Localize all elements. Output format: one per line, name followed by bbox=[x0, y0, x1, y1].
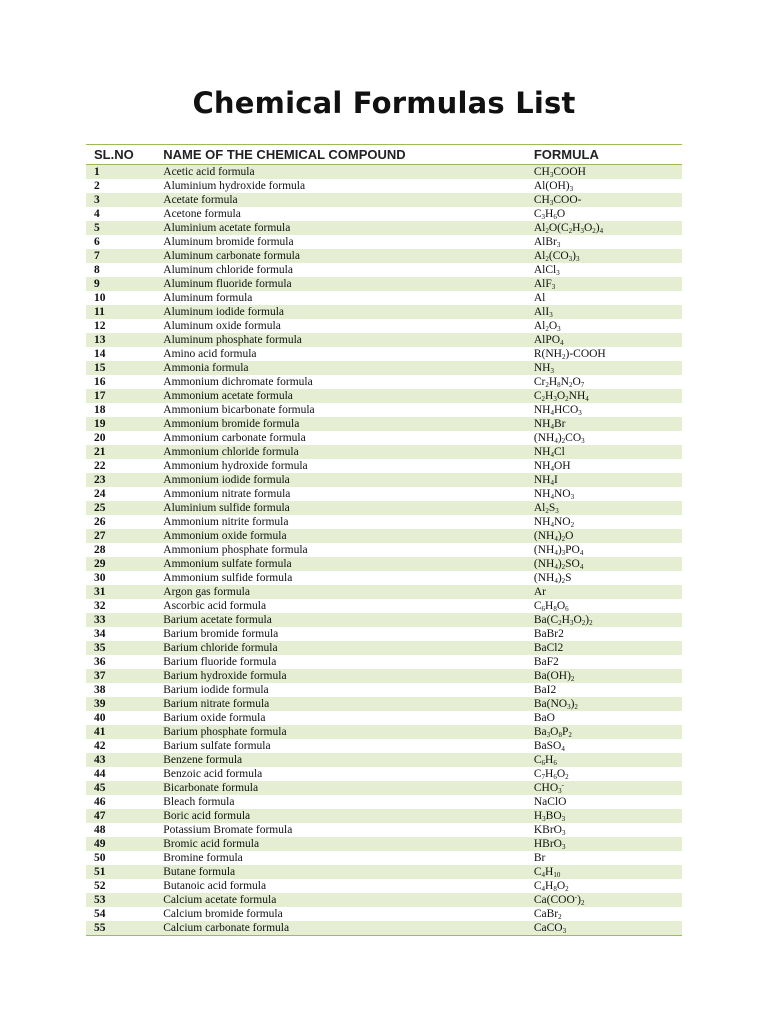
compound-formula: AlF$_3$ bbox=[534, 277, 682, 291]
row-number: 28 bbox=[94, 543, 106, 556]
compound-formula: AlBr$_3$ bbox=[533, 235, 561, 249]
table-body bbox=[86, 165, 682, 936]
compound-formula: $C_6H_8O_6$ bbox=[533, 599, 569, 613]
table-row bbox=[86, 263, 682, 277]
header-sl-no: SL.NO bbox=[86, 145, 163, 165]
compound-formula: $Ba(NO_3)_2$ bbox=[534, 697, 682, 711]
compound-formula: $NH_4Br$ bbox=[534, 417, 682, 431]
compound-formula: $NH_3$ bbox=[534, 361, 682, 375]
compound-formula: BaF2 bbox=[533, 655, 559, 668]
compound-name: Barium hydroxide formula bbox=[163, 669, 534, 683]
compound-name: Bromic acid formula bbox=[163, 837, 534, 851]
compound-name: Calcium bromide formula bbox=[163, 907, 283, 920]
table-row bbox=[86, 865, 682, 879]
compound-name: Boric acid formula bbox=[163, 809, 534, 823]
compound-formula: $Al(OH)_3$ bbox=[533, 179, 574, 193]
compound-formula: $(NH_4)_2S$ bbox=[533, 571, 572, 585]
row-number: 40 bbox=[94, 711, 106, 724]
compound-name: Ammonium sulfate formula bbox=[163, 557, 534, 571]
table-row bbox=[86, 165, 682, 180]
header-formula: FORMULA bbox=[534, 145, 682, 165]
row-number: 10 bbox=[94, 291, 106, 304]
table-row bbox=[86, 655, 682, 669]
table-row bbox=[86, 767, 682, 781]
row-number: 46 bbox=[94, 795, 106, 808]
compound-name: Barium chloride formula bbox=[163, 641, 534, 655]
row-number: 44 bbox=[94, 767, 106, 780]
table-row bbox=[86, 179, 682, 193]
compound-name: Barium acetate formula bbox=[163, 613, 534, 627]
row-number: 30 bbox=[94, 571, 106, 584]
compound-formula: Ar bbox=[534, 585, 682, 599]
row-number: 45 bbox=[86, 781, 163, 795]
row-number: 2 bbox=[94, 179, 100, 192]
compound-name: Aluminum chloride formula bbox=[163, 263, 293, 276]
table-row bbox=[86, 711, 682, 725]
row-number: 50 bbox=[94, 851, 106, 864]
compound-formula: $Cr_2H_8N_2O_7$ bbox=[533, 375, 585, 389]
compound-formula: CaCO$_3$ bbox=[534, 921, 682, 936]
row-number: 35 bbox=[86, 641, 163, 655]
compound-name: Butanoic acid formula bbox=[163, 879, 267, 892]
table-row bbox=[86, 599, 682, 613]
row-number: 34 bbox=[94, 627, 106, 640]
compound-name: Potassium Bromate formula bbox=[163, 823, 293, 836]
compound-name: Benzene formula bbox=[163, 753, 534, 767]
row-number: 21 bbox=[86, 445, 163, 459]
compound-name: Ammonium sulfide formula bbox=[163, 571, 293, 584]
table-row bbox=[86, 557, 682, 571]
compound-name: Ammonium phosphate formula bbox=[163, 543, 308, 556]
compound-name: Aluminum iodide formula bbox=[163, 305, 534, 319]
row-number: 17 bbox=[86, 389, 163, 403]
compound-name: Ammonium acetate formula bbox=[163, 389, 534, 403]
compound-formula: AlCl$_3$ bbox=[533, 263, 560, 277]
compound-name: Ammonium carbonate formula bbox=[163, 431, 306, 444]
table-row bbox=[86, 235, 682, 249]
row-number: 18 bbox=[94, 403, 106, 416]
compound-name: Aluminium acetate formula bbox=[163, 221, 534, 235]
table-row bbox=[86, 305, 682, 319]
row-number: 14 bbox=[94, 347, 106, 360]
compound-formula: $Ca(COO^-)_2$ bbox=[534, 893, 682, 907]
compound-formula: Al bbox=[533, 291, 546, 304]
compound-formula: $C_2H_3O_2NH_4$ bbox=[534, 389, 682, 403]
table-row bbox=[86, 627, 682, 641]
compound-name: Aluminium hydroxide formula bbox=[163, 179, 306, 192]
compound-formula: CaBr$_2$ bbox=[533, 907, 562, 921]
compound-formula: $C_3H_6O$ bbox=[533, 207, 566, 221]
compound-formula: $NH_4OH$ bbox=[533, 459, 571, 473]
compound-formula: $CHO_3^-$ bbox=[534, 781, 682, 795]
table-row bbox=[86, 375, 682, 389]
table-row bbox=[86, 389, 682, 403]
compound-formula: $Ba(C_2H_3O_2)_2$ bbox=[534, 613, 682, 627]
row-number: 43 bbox=[86, 753, 163, 767]
table-row bbox=[86, 921, 682, 936]
row-number: 39 bbox=[86, 697, 163, 711]
row-number: 13 bbox=[86, 333, 163, 347]
row-number: 5 bbox=[86, 221, 163, 235]
row-number: 6 bbox=[94, 235, 100, 248]
row-number: 26 bbox=[94, 515, 106, 528]
compound-name: Barium nitrate formula bbox=[163, 697, 534, 711]
row-number: 3 bbox=[86, 193, 163, 207]
row-number: 8 bbox=[94, 263, 100, 276]
compound-name: Acetic acid formula bbox=[163, 165, 534, 180]
row-number: 47 bbox=[86, 809, 163, 823]
table-row bbox=[86, 347, 682, 361]
compound-name: Aluminum bromide formula bbox=[163, 235, 294, 248]
compound-formula: $NH_4NO_2$ bbox=[533, 515, 575, 529]
table-row bbox=[86, 473, 682, 487]
compound-formula: KBrO$_3$ bbox=[533, 823, 566, 837]
compound-formula: $NH_4I$ bbox=[534, 473, 682, 487]
compound-name: Bromine formula bbox=[163, 851, 243, 864]
compound-formula: AlI$_3$ bbox=[534, 305, 682, 319]
row-number: 53 bbox=[86, 893, 163, 907]
table-row bbox=[86, 585, 682, 599]
table-row bbox=[86, 501, 682, 515]
compound-name: Acetate formula bbox=[163, 193, 534, 207]
compound-name: Barium oxide formula bbox=[163, 711, 266, 724]
row-number: 42 bbox=[94, 739, 106, 752]
compound-formula: $C_4H_8O_2$ bbox=[533, 879, 569, 893]
row-number: 12 bbox=[94, 319, 106, 332]
table-row bbox=[86, 431, 682, 445]
compound-name: Aluminum carbonate formula bbox=[163, 249, 534, 263]
compound-name: Amino acid formula bbox=[163, 347, 257, 360]
compound-name: Ascorbic acid formula bbox=[163, 599, 267, 612]
row-number: 9 bbox=[86, 277, 163, 291]
table-row bbox=[86, 291, 682, 305]
compound-formula: $(NH_4)_2O$ bbox=[534, 529, 682, 543]
compound-name: Bicarbonate formula bbox=[163, 781, 534, 795]
compound-formula: NaClO bbox=[533, 795, 567, 808]
compound-formula: HBrO$_3$ bbox=[534, 837, 682, 851]
compound-formula: BaO bbox=[533, 711, 555, 724]
page-title: Chemical Formulas List bbox=[192, 86, 576, 120]
compound-name: Barium phosphate formula bbox=[163, 725, 534, 739]
compound-name: Bleach formula bbox=[163, 795, 235, 808]
compound-name: Aluminum oxide formula bbox=[163, 319, 281, 332]
compound-formula: BaSO$_4$ bbox=[533, 739, 565, 753]
row-number: 49 bbox=[86, 837, 163, 851]
compound-formula: $CH_3COO-$ bbox=[534, 193, 682, 207]
row-number: 33 bbox=[86, 613, 163, 627]
table-row bbox=[86, 907, 682, 921]
row-number: 4 bbox=[94, 207, 100, 220]
compound-name: Calcium carbonate formula bbox=[163, 921, 534, 936]
table-row bbox=[86, 809, 682, 823]
compound-formula: $Al_2O(C_2H_3O_2)_4$ bbox=[534, 221, 682, 235]
table-row bbox=[86, 837, 682, 851]
compound-name: Calcium acetate formula bbox=[163, 893, 534, 907]
row-number: 36 bbox=[94, 655, 106, 668]
row-number: 38 bbox=[94, 683, 106, 696]
table-row bbox=[86, 249, 682, 263]
table-row bbox=[86, 207, 682, 221]
compound-formula: $Al_2O_3$ bbox=[533, 319, 561, 333]
formulas-table bbox=[86, 144, 682, 936]
compound-formula: $Ba_3O_8P_2$ bbox=[534, 725, 682, 739]
compound-name: Aluminium sulfide formula bbox=[163, 501, 534, 515]
compound-name: Butane formula bbox=[163, 865, 534, 879]
row-number: 51 bbox=[86, 865, 163, 879]
row-number: 48 bbox=[94, 823, 106, 836]
compound-name: Barium iodide formula bbox=[163, 683, 269, 696]
table-row bbox=[86, 459, 682, 473]
table-row bbox=[86, 851, 682, 865]
table-row bbox=[86, 445, 682, 459]
row-number: 1 bbox=[86, 165, 163, 180]
table-row bbox=[86, 683, 682, 697]
row-number: 55 bbox=[86, 921, 163, 936]
compound-formula: $(NH_4)_2SO_4$ bbox=[534, 557, 682, 571]
table-row bbox=[86, 823, 682, 837]
compound-name: Ammonium nitrate formula bbox=[163, 487, 291, 500]
row-number: 31 bbox=[86, 585, 163, 599]
table-row bbox=[86, 277, 682, 291]
compound-formula: $C_6H_6$ bbox=[534, 753, 682, 767]
compound-name: Aluminum fluoride formula bbox=[163, 277, 534, 291]
compound-formula: $(NH_4)_3PO_4$ bbox=[533, 543, 584, 557]
table-row bbox=[86, 333, 682, 347]
row-number: 22 bbox=[94, 459, 106, 472]
compound-name: Aluminum formula bbox=[163, 291, 253, 304]
table-row bbox=[86, 571, 682, 585]
compound-formula: AlPO$_4$ bbox=[534, 333, 682, 347]
row-number: 20 bbox=[94, 431, 106, 444]
table-row bbox=[86, 725, 682, 739]
table-row bbox=[86, 193, 682, 207]
compound-formula: $H_3BO_3$ bbox=[534, 809, 682, 823]
table-row bbox=[86, 487, 682, 501]
table-row bbox=[86, 543, 682, 557]
compound-name: Barium sulfate formula bbox=[163, 739, 271, 752]
compound-name: Ammonium bicarbonate formula bbox=[163, 403, 315, 416]
compound-formula: $CH_3COOH$ bbox=[534, 165, 682, 180]
row-number: 16 bbox=[94, 375, 106, 388]
compound-name: Aluminum phosphate formula bbox=[163, 333, 534, 347]
compound-name: Ammonium bromide formula bbox=[163, 417, 534, 431]
table-row bbox=[86, 879, 682, 893]
table-row bbox=[86, 417, 682, 431]
compound-name: Acetone formula bbox=[163, 207, 241, 220]
compound-name: Barium fluoride formula bbox=[163, 655, 277, 668]
compound-name: Ammonium dichromate formula bbox=[163, 375, 313, 388]
compound-formula: $Al_2(CO_3)_3$ bbox=[534, 249, 682, 263]
row-number: 52 bbox=[94, 879, 106, 892]
compound-formula: $C_7H_6O_2$ bbox=[533, 767, 569, 781]
table-row bbox=[86, 529, 682, 543]
table-row bbox=[86, 613, 682, 627]
compound-name: Ammonia formula bbox=[163, 361, 534, 375]
compound-name: Ammonium hydroxide formula bbox=[163, 459, 308, 472]
compound-name: Ammonium chloride formula bbox=[163, 445, 534, 459]
compound-formula: $(NH_4)_2CO_3$ bbox=[533, 431, 585, 445]
compound-formula: BaI2 bbox=[533, 683, 557, 696]
row-number: 32 bbox=[94, 599, 106, 612]
table-row bbox=[86, 319, 682, 333]
compound-formula: Br bbox=[533, 851, 546, 864]
row-number: 27 bbox=[86, 529, 163, 543]
row-number: 25 bbox=[86, 501, 163, 515]
row-number: 37 bbox=[86, 669, 163, 683]
compound-formula: $Al_2S_3$ bbox=[534, 501, 682, 515]
row-number: 7 bbox=[86, 249, 163, 263]
compound-formula: $NH_4HCO_3$ bbox=[533, 403, 582, 417]
row-number: 54 bbox=[94, 907, 106, 920]
compound-name: Ammonium iodide formula bbox=[163, 473, 534, 487]
compound-name: Argon gas formula bbox=[163, 585, 534, 599]
compound-formula: $NH_4NO_3$ bbox=[533, 487, 575, 501]
table-row bbox=[86, 403, 682, 417]
row-number: 29 bbox=[86, 557, 163, 571]
table-row bbox=[86, 361, 682, 375]
table-row bbox=[86, 739, 682, 753]
compound-formula: $C_4H_{10}$ bbox=[534, 865, 682, 879]
table-row bbox=[86, 795, 682, 809]
compound-formula: $Ba(OH)_2$ bbox=[534, 669, 682, 683]
table-row bbox=[86, 753, 682, 767]
row-number: 41 bbox=[86, 725, 163, 739]
table-row bbox=[86, 641, 682, 655]
table-row bbox=[86, 669, 682, 683]
row-number: 19 bbox=[86, 417, 163, 431]
compound-name: Ammonium oxide formula bbox=[163, 529, 534, 543]
compound-name: Benzoic acid formula bbox=[163, 767, 263, 780]
table-row bbox=[86, 221, 682, 235]
compound-formula: $NH_4Cl$ bbox=[534, 445, 682, 459]
table-row bbox=[86, 697, 682, 711]
row-number: 15 bbox=[86, 361, 163, 375]
table-row bbox=[86, 781, 682, 795]
table-header-row bbox=[86, 145, 682, 165]
compound-formula: $R(NH_2)$-COOH bbox=[533, 347, 606, 361]
header-compound-name: NAME OF THE CHEMICAL COMPOUND bbox=[163, 145, 534, 165]
table-row bbox=[86, 515, 682, 529]
row-number: 24 bbox=[94, 487, 106, 500]
compound-name: Ammonium nitrite formula bbox=[163, 515, 289, 528]
row-number: 23 bbox=[86, 473, 163, 487]
row-number: 11 bbox=[86, 305, 163, 319]
compound-formula: BaBr2 bbox=[533, 627, 564, 640]
compound-name: Barium bromide formula bbox=[163, 627, 279, 640]
table-row bbox=[86, 893, 682, 907]
compound-formula: BaCl2 bbox=[534, 641, 682, 655]
